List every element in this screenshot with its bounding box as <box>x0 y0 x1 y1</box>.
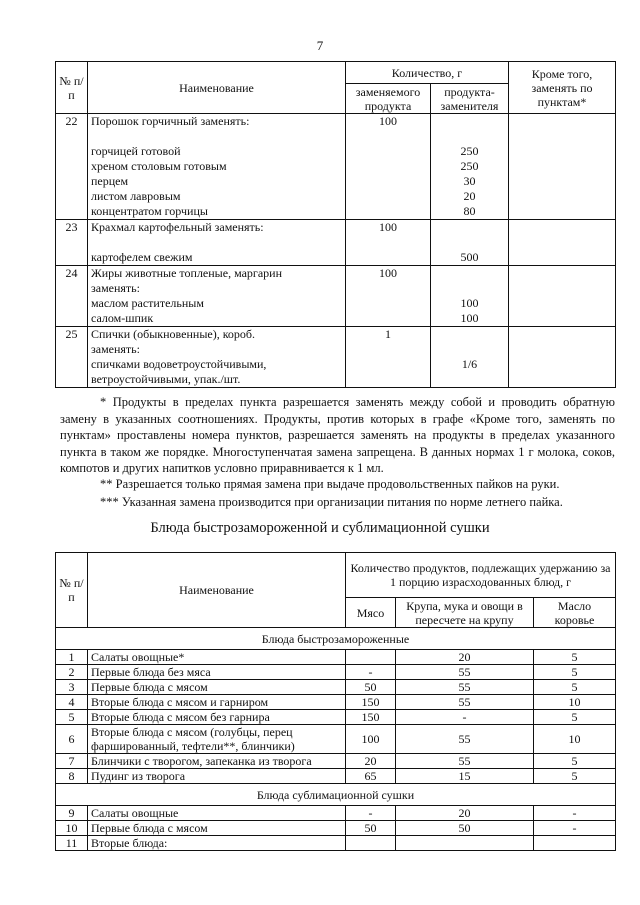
table-row <box>56 327 616 388</box>
meat-value: 65 <box>346 769 396 784</box>
replaced-value <box>349 159 427 174</box>
replacement-amount <box>431 327 509 388</box>
replaced-value: 100 <box>379 114 397 128</box>
butter-value: - <box>534 806 616 821</box>
replacement-amount <box>431 220 509 266</box>
row-number: 22 <box>56 114 88 220</box>
grain-value: 55 <box>396 754 534 769</box>
header-butter: Масло коровье <box>534 598 616 628</box>
replaced-amount <box>346 327 431 388</box>
replaced-value: 100 <box>379 220 397 234</box>
meat-value: 50 <box>346 821 396 836</box>
meat-value: 150 <box>346 695 396 710</box>
dish-name: Первые блюда без мяса <box>88 665 346 680</box>
meat-value: 150 <box>346 710 396 725</box>
item-line: маслом растительным <box>91 296 204 310</box>
meat-value: - <box>346 806 396 821</box>
header-replaced: заменяемого продукта <box>346 84 431 114</box>
replacement-value: 100 <box>460 296 479 310</box>
meat-value: - <box>346 665 396 680</box>
meat-value <box>346 650 396 665</box>
grain-value: - <box>396 710 534 725</box>
dish-name: Вторые блюда с мясом без гарнира <box>88 710 346 725</box>
replacement-value: 250 <box>460 144 479 158</box>
replacement-value <box>434 266 505 281</box>
replaced-amount <box>346 114 431 220</box>
grain-value: 15 <box>396 769 534 784</box>
additionally-cell <box>509 327 616 388</box>
table-row <box>56 114 616 220</box>
table-row <box>56 806 616 821</box>
replacement-value <box>434 342 505 357</box>
dish-name: Блинчики с творогом, запеканка из творога <box>88 754 346 769</box>
butter-value <box>534 836 616 851</box>
replaced-value: 100 <box>379 266 397 280</box>
row-number: 25 <box>56 327 88 388</box>
table-row <box>56 836 616 851</box>
header-no: № п/п <box>56 553 88 628</box>
item-line: ветроустойчивыми, упак./шт. <box>91 372 241 386</box>
butter-value: 5 <box>534 665 616 680</box>
replacement-value <box>434 220 505 235</box>
item-line: листом лавровым <box>91 189 181 203</box>
header-no: № п/п <box>56 62 88 114</box>
row-number: 9 <box>56 806 88 821</box>
dish-name: Вторые блюда с мясом и гарниром <box>88 695 346 710</box>
row-number: 8 <box>56 769 88 784</box>
replacement-value <box>434 114 505 129</box>
grain-value <box>396 836 534 851</box>
header-meat: Мясо <box>346 598 396 628</box>
replacement-value <box>434 235 505 250</box>
replacement-value <box>434 372 505 387</box>
grain-value: 50 <box>396 821 534 836</box>
replacement-amount <box>431 266 509 327</box>
grain-value: 55 <box>396 725 534 754</box>
item-line: заменять: <box>91 281 140 295</box>
replaced-value <box>349 129 427 144</box>
page-number: 7 <box>316 38 324 53</box>
replaced-value <box>349 250 427 265</box>
replacement-value <box>434 129 505 144</box>
butter-value: 5 <box>534 680 616 695</box>
header-name: Наименование <box>88 553 346 628</box>
header-additionally: Кроме того, заменять по пунктам* <box>509 62 616 114</box>
table-row <box>56 710 616 725</box>
meat-value: 100 <box>346 725 396 754</box>
replacement-value: 30 <box>463 174 476 188</box>
item-line: Жиры животные топленые, маргарин <box>91 266 282 280</box>
meat-value: 50 <box>346 680 396 695</box>
item-line: Спички (обыкновенные), короб. <box>91 327 256 341</box>
section-freeze-dried: Блюда сублимационной сушки <box>56 784 616 806</box>
row-number: 23 <box>56 220 88 266</box>
row-number: 10 <box>56 821 88 836</box>
replacement-value: 100 <box>460 311 479 325</box>
item-line: концентратом горчицы <box>91 204 208 218</box>
replacement-value: 1/6 <box>461 357 478 371</box>
replacement-amount <box>431 114 509 220</box>
item-name <box>88 220 346 266</box>
replaced-value <box>349 204 427 219</box>
table-row <box>56 680 616 695</box>
replacement-value: 80 <box>463 204 476 218</box>
replaced-value <box>349 174 427 189</box>
butter-value: 5 <box>534 754 616 769</box>
replaced-value <box>349 357 427 372</box>
row-number: 6 <box>56 725 88 754</box>
dish-name: Первые блюда с мясом <box>88 680 346 695</box>
table-row <box>56 725 616 754</box>
butter-value: 5 <box>534 650 616 665</box>
replacement-value <box>434 327 505 342</box>
header-quantity: Количество, г <box>346 62 509 84</box>
butter-value: 10 <box>534 725 616 754</box>
item-line: перцем <box>91 174 129 188</box>
row-number: 4 <box>56 695 88 710</box>
table-row <box>56 754 616 769</box>
row-number: 3 <box>56 680 88 695</box>
dishes-table <box>55 552 616 851</box>
dish-name: Первые блюда с мясом <box>88 821 346 836</box>
section-frozen: Блюда быстрозамороженные <box>56 628 616 650</box>
additionally-cell <box>509 266 616 327</box>
footnote-3: *** Указанная замена производится при организации питания по норме летнего пайка. <box>100 495 563 509</box>
item-line: салом-шпик <box>91 311 154 325</box>
item-line: Крахмал картофельный заменять: <box>91 220 264 234</box>
replaced-value <box>349 281 427 296</box>
table-row <box>56 220 616 266</box>
meat-value: 20 <box>346 754 396 769</box>
row-number: 5 <box>56 710 88 725</box>
item-name <box>88 266 346 327</box>
header-grain: Крупа, мука и овощи в пересчете на крупу <box>396 598 534 628</box>
grain-value: 20 <box>396 806 534 821</box>
dish-name: Пудинг из творога <box>88 769 346 784</box>
replaced-value <box>349 342 427 357</box>
item-line: заменять: <box>91 342 140 356</box>
replaced-value <box>349 144 427 159</box>
butter-value: 5 <box>534 710 616 725</box>
replacement-value: 20 <box>463 189 476 203</box>
replacement-value: 500 <box>460 250 479 264</box>
butter-value: 10 <box>534 695 616 710</box>
butter-value: - <box>534 821 616 836</box>
replacement-value <box>434 281 505 296</box>
replaced-value: 1 <box>385 327 391 341</box>
item-line <box>91 129 342 144</box>
replaced-value <box>349 296 427 311</box>
row-number: 7 <box>56 754 88 769</box>
dish-name: Вторые блюда с мясом (голубцы, перец фаршированный, тефтели**, блинчики) <box>88 725 346 754</box>
row-number: 2 <box>56 665 88 680</box>
item-line: картофелем свежим <box>91 250 193 264</box>
item-line: Порошок горчичный заменять: <box>91 114 250 128</box>
item-line: хреном столовым готовым <box>91 159 227 173</box>
replaced-value <box>349 235 427 250</box>
section-title: Блюда быстрозамороженной и сублимационной сушки <box>150 520 490 536</box>
replaced-amount <box>346 266 431 327</box>
substitution-table <box>55 61 616 388</box>
grain-value: 20 <box>396 650 534 665</box>
header-quantity: Количество продуктов, подлежащих удержанию за 1 порцию израсходованных блюд, г <box>346 553 616 598</box>
meat-value <box>346 836 396 851</box>
table-row <box>56 769 616 784</box>
replaced-amount <box>346 220 431 266</box>
grain-value: 55 <box>396 665 534 680</box>
footnote-1: * Продукты в пределах пункта разрешается заменять между собой и проводить обратную замену в указанных соотношениях. Продукты, против которых в графе «Кроме того, заменять по пунктам» проставлены номера пунктов, разрешается заменять на продукты в пределах указанного пункта в таком же порядке. Многоступенчатая замена запрещена. В данных нормах 1 г молока, соков, компотов и других напитков условно приравнивается к 1 мл. <box>60 395 615 475</box>
item-line <box>91 235 342 250</box>
dish-name: Салаты овощные* <box>88 650 346 665</box>
replaced-value <box>349 372 427 387</box>
table-row <box>56 821 616 836</box>
header-replacement: продукта-заменителя <box>431 84 509 114</box>
dish-name: Салаты овощные <box>88 806 346 821</box>
additionally-cell <box>509 114 616 220</box>
row-number: 24 <box>56 266 88 327</box>
grain-value: 55 <box>396 680 534 695</box>
item-line: горчицей готовой <box>91 144 181 158</box>
table-row <box>56 266 616 327</box>
row-number: 11 <box>56 836 88 851</box>
footnote-2: ** Разрешается только прямая замена при выдаче продовольственных пайков на руки. <box>100 477 560 491</box>
table-row <box>56 650 616 665</box>
additionally-cell <box>509 220 616 266</box>
replaced-value <box>349 189 427 204</box>
row-number: 1 <box>56 650 88 665</box>
table-row <box>56 695 616 710</box>
item-name <box>88 114 346 220</box>
grain-value: 55 <box>396 695 534 710</box>
item-name <box>88 327 346 388</box>
item-line: спичками водоветроустойчивыми, <box>91 357 267 371</box>
replacement-value: 250 <box>460 159 479 173</box>
dish-name: Вторые блюда: <box>88 836 346 851</box>
header-name: Наименование <box>88 62 346 114</box>
butter-value: 5 <box>534 769 616 784</box>
table-row <box>56 665 616 680</box>
replaced-value <box>349 311 427 326</box>
